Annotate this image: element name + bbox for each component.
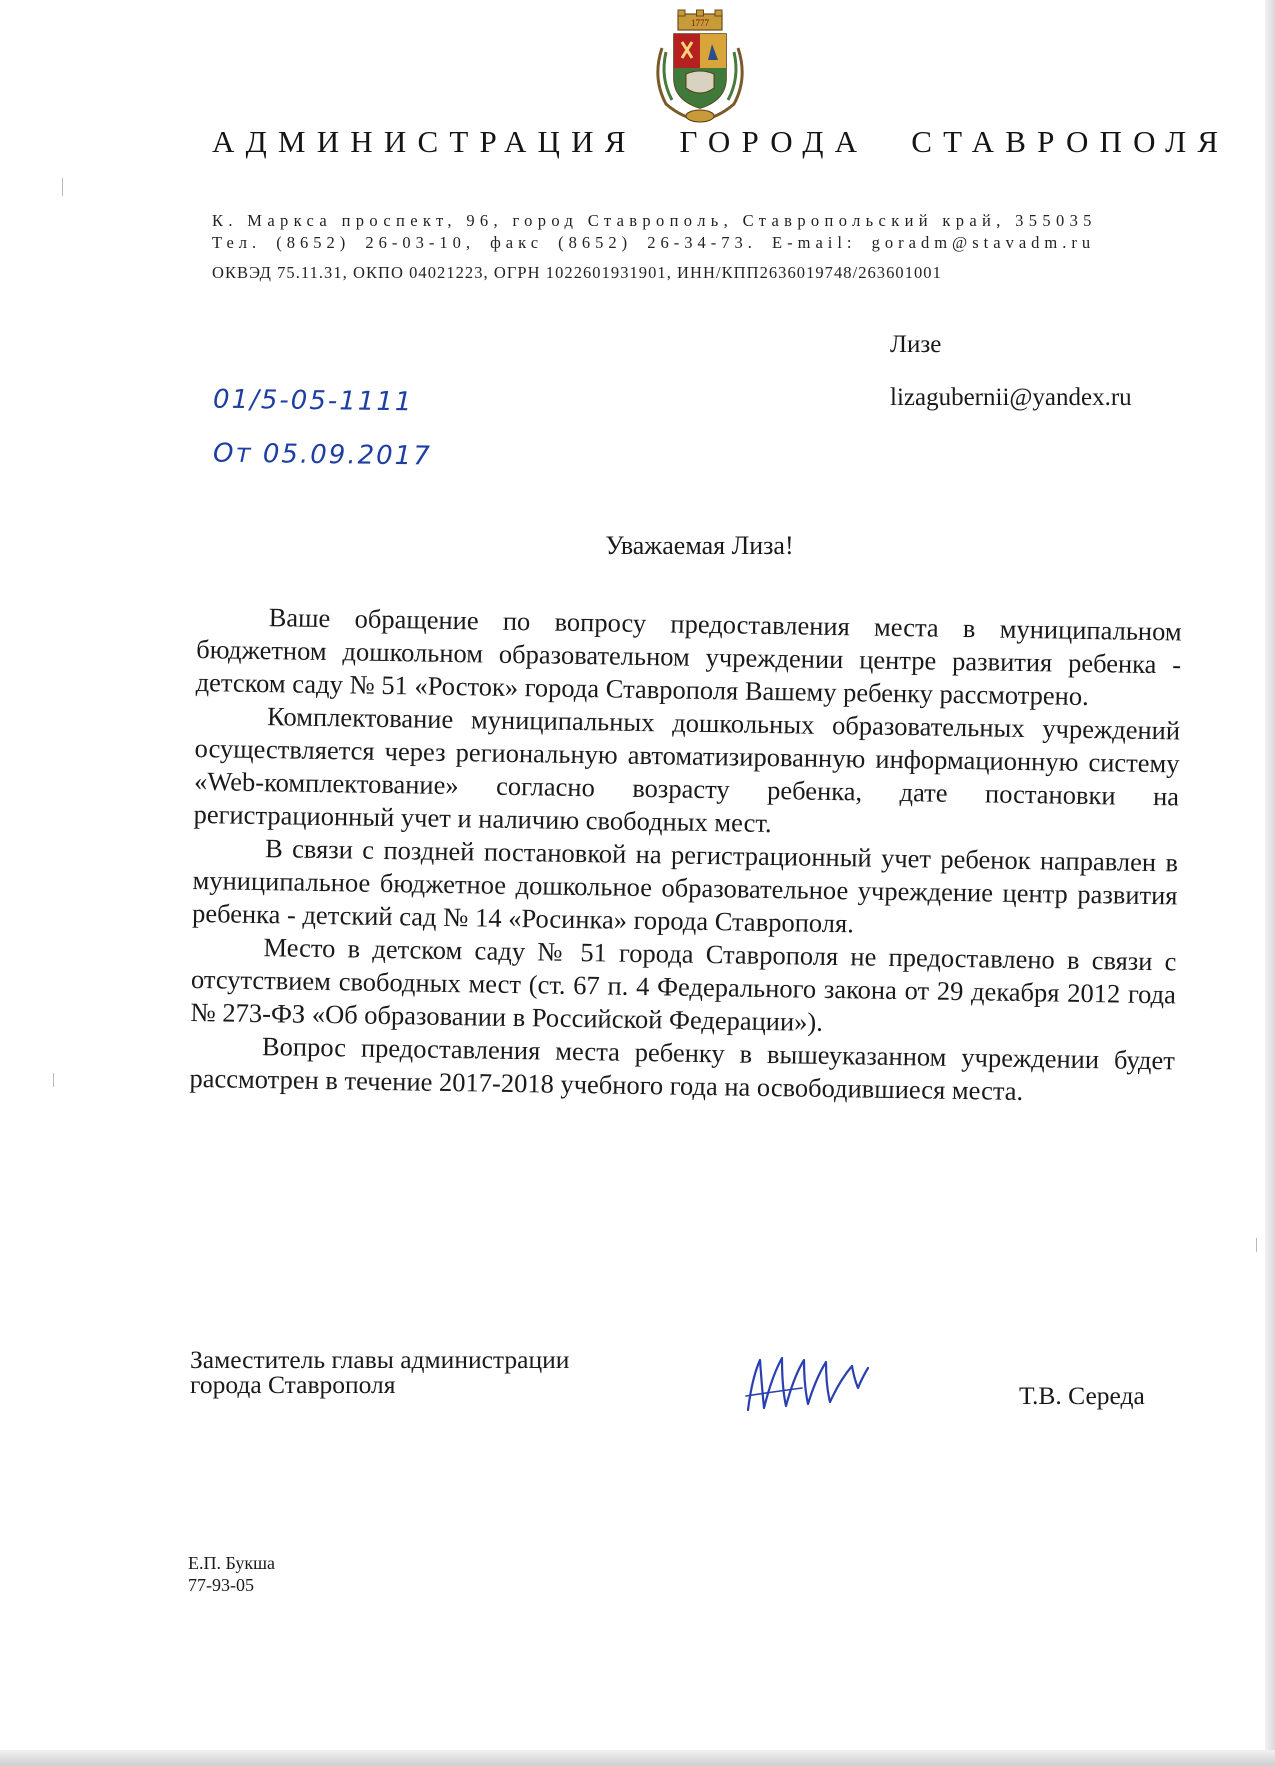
scan-mark (62, 178, 63, 196)
outgoing-date: От 05.09.2017 (212, 438, 432, 472)
letter-body (189, 600, 1182, 1110)
body-paragraph: Вопрос предоставления места ребенку в вышеуказанном учреждении будет рассмотрен в течение 2017-2018 учебного года на освободившиеся места. (189, 1031, 1176, 1107)
signer-position (190, 1347, 569, 1397)
handwritten-signature-icon (742, 1348, 872, 1418)
body-paragraph: Комплектование муниципальных дошкольных образовательных учреждений осуществляется через региональную автоматизированную информационную систему «Web-комплектование» согласно возрасту ребенка, дате постановки на регистрационный учет и наличию свободных мест. (193, 701, 1181, 839)
outgoing-number: 01/5-05-1111 (212, 384, 414, 418)
scan-mark (1256, 1238, 1257, 1252)
scan-edge (0, 1750, 1275, 1766)
emblem-year: 1777 (691, 18, 709, 28)
executor-info (188, 1552, 275, 1596)
greeting-text: Уважаемая Лиза! (605, 531, 794, 560)
recipient-name: Лизе (890, 331, 942, 358)
signer-position-line: Заместитель главы администрации (190, 1345, 570, 1374)
address-line: К. Маркса проспект, 96, город Ставрополь, Ставропольский край, 355035 (212, 211, 1097, 230)
executor-phone: 77-93-05 (188, 1575, 254, 1595)
greeting (0, 531, 1275, 561)
registry-line: ОКВЭД 75.11.31, ОКПО 04021223, ОГРН 1022601931901, ИНН/КПП2636019748/263601001 (212, 263, 942, 282)
scan-mark (53, 1073, 54, 1087)
signer-name: Т.В. Середа (1019, 1381, 1145, 1410)
executor-name: Е.П. Букша (188, 1553, 275, 1573)
city-coat-of-arms-icon (652, 8, 748, 126)
contacts-line: Тел. (8652) 26-03-10, факс (8652) 26-34-73. E-mail: goradm@stavadm.ru (212, 233, 1096, 252)
body-paragraph: В связи с поздней постановкой на регистрационный учет ребенок направлен в муниципальное бюджетное дошкольное образовательное учреждение центр развития ребенка - детский сад № 14 «Росинка» города Ставрополя. (191, 833, 1179, 939)
recipient-email: lizagubernii@yandex.ru (890, 384, 1132, 411)
organization-title: АДМИНИСТРАЦИЯ ГОРОДА СТАВРОПОЛЯ (212, 124, 1230, 159)
signer-position-line: города Ставрополя (190, 1370, 396, 1399)
scan-edge (1265, 0, 1275, 1766)
body-paragraph: Ваше обращение по вопросу предоставления места в муниципальном бюджетном дошкольном образовательном учреждении центре развития ребенка - детском саду № 51 «Росток» города Ставрополя Вашему ребенку рассмотрено. (195, 602, 1182, 712)
body-paragraph: Место в детском саду № 51 города Ставрополя не предоставлено в связи с отсутствием свободных мест (ст. 67 п. 4 Федерального закона от 29 декабря 2012 года № 273-ФЗ «Об образовании в Российской Федерации»). (190, 932, 1177, 1037)
